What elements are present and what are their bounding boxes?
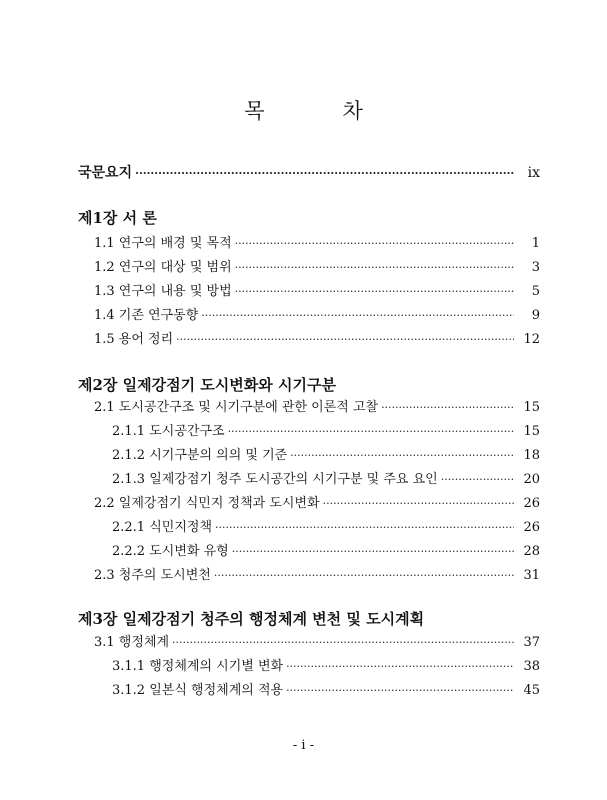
- toc-entry-page: 9: [531, 308, 540, 323]
- toc-entry-label: 3.1.2 일본식 행정체계의 적용: [112, 683, 284, 698]
- toc-entry-label: 3.1 행정체계: [94, 635, 170, 650]
- toc-entry[interactable]: [112, 447, 540, 465]
- toc-entry-page: 37: [523, 635, 540, 650]
- page-title: [0, 95, 607, 125]
- toc-entry[interactable]: [94, 567, 540, 585]
- leader-dots: [172, 634, 514, 652]
- toc-entry[interactable]: [94, 399, 540, 417]
- toc-entry[interactable]: [94, 634, 540, 652]
- leader-dots: [323, 495, 514, 513]
- toc-entry[interactable]: [94, 495, 540, 513]
- toc-entry[interactable]: [112, 543, 540, 561]
- title-part-1: 목: [244, 99, 265, 123]
- toc-entry-page: ix: [527, 165, 540, 181]
- title-part-2: 차: [342, 99, 363, 123]
- toc-entry-label: 1.2 연구의 대상 및 범위: [94, 260, 232, 275]
- toc-entry-label: 1.4 기존 연구동향: [94, 308, 199, 323]
- leader-dots: [135, 165, 514, 183]
- toc-entry[interactable]: [94, 331, 540, 349]
- toc-entry-page: 38: [523, 659, 540, 674]
- leader-dots: [286, 682, 514, 700]
- chapter-heading[interactable]: 제1장 서 론: [78, 209, 157, 227]
- leader-dots: [235, 283, 514, 301]
- leader-dots: [176, 331, 514, 349]
- leader-dots: [381, 399, 514, 417]
- leader-dots: [235, 259, 514, 277]
- toc-entry-page: 5: [531, 284, 540, 299]
- toc-entry-label: 2.2.1 식민지정책: [112, 520, 213, 535]
- leader-dots: [290, 447, 514, 465]
- toc-entry[interactable]: [112, 682, 540, 700]
- leader-dots: [201, 307, 514, 325]
- toc-entry-label: 2.2.2 도시변화 유형: [112, 544, 229, 559]
- toc-entry-page: 12: [523, 332, 540, 347]
- toc-entry[interactable]: [112, 519, 540, 537]
- toc-entry-label: 2.3 청주의 도시변천: [94, 568, 211, 583]
- toc-entry-page: 20: [523, 472, 540, 487]
- page-number: - i -: [292, 738, 315, 753]
- toc-entry-label: 2.1 도시공간구조 및 시기구분에 관한 이론적 고찰: [94, 400, 379, 415]
- toc-entry[interactable]: [94, 259, 540, 277]
- toc-entry-page: 15: [523, 400, 540, 415]
- toc-entry-label: 1.5 용어 정리: [94, 332, 174, 347]
- toc-entry-label: 1.3 연구의 내용 및 방법: [94, 284, 232, 299]
- toc-entry-label: 2.2 일제강점기 식민지 정책과 도시변화: [94, 496, 320, 511]
- toc-entry-page: 26: [523, 520, 540, 535]
- chapter-heading[interactable]: 제2장 일제강점기 도시변화와 시기구분: [78, 376, 336, 394]
- toc-entry-page: 18: [523, 448, 540, 463]
- leader-dots: [232, 543, 514, 561]
- leader-dots: [286, 658, 514, 676]
- toc-entry[interactable]: [94, 283, 540, 301]
- toc-entry-page: 1: [531, 236, 540, 251]
- leader-dots: [215, 519, 514, 537]
- toc-entry-label: 3.1.1 행정체계의 시기별 변화: [112, 659, 284, 674]
- toc-entry[interactable]: [112, 423, 540, 441]
- toc-entry[interactable]: [94, 235, 540, 253]
- toc-entry-label: 2.1.2 시기구분의 의의 및 기준: [112, 448, 288, 463]
- toc-entry-summary[interactable]: [78, 164, 540, 183]
- leader-dots: [228, 423, 514, 441]
- toc-entry-label: 2.1.3 일제강점기 청주 도시공간의 시기구분 및 주요 요인: [112, 472, 438, 487]
- toc-entry[interactable]: [112, 471, 540, 489]
- leader-dots: [235, 235, 514, 253]
- toc-entry-page: 28: [523, 544, 540, 559]
- toc-entry-page: 45: [523, 683, 540, 698]
- toc-entry-page: 26: [523, 496, 540, 511]
- leader-dots: [214, 567, 514, 585]
- leader-dots: [441, 471, 514, 489]
- chapter-heading[interactable]: 제3장 일제강점기 청주의 행정체계 변천 및 도시계획: [78, 610, 425, 628]
- toc-entry-label: 1.1 연구의 배경 및 목적: [94, 236, 232, 251]
- toc-entry-label: 2.1.1 도시공간구조: [112, 424, 225, 439]
- toc-entry-page: 31: [523, 568, 540, 583]
- toc-entry-label: 국문요지: [78, 165, 133, 181]
- toc-entry[interactable]: [94, 307, 540, 325]
- toc-entry[interactable]: [112, 658, 540, 676]
- toc-entry-page: 15: [523, 424, 540, 439]
- toc-entry-page: 3: [531, 260, 540, 275]
